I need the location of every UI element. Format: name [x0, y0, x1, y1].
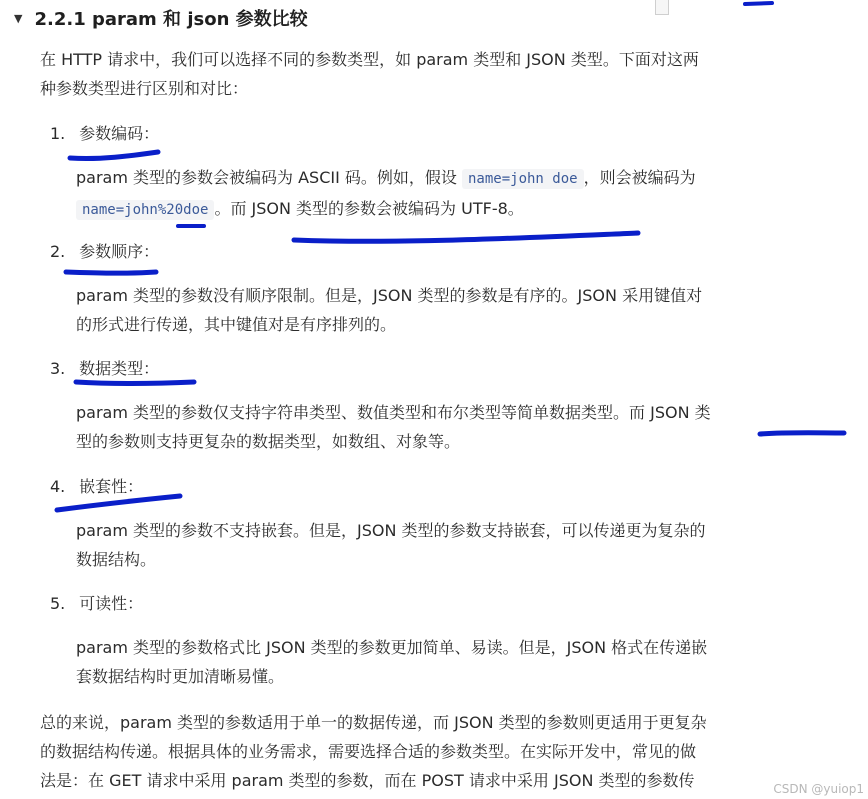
- list-item-encoding-body: [76, 163, 696, 225]
- list-item-order-body: [76, 281, 702, 339]
- body-line: 套数据结构时更加清晰易懂。: [76, 667, 285, 686]
- intro-line-2: 种参数类型进行区别和对比：: [40, 79, 249, 98]
- inline-code: name=john%20doe: [76, 200, 214, 220]
- body-line: param 类型的参数仅支持字符串类型、数值类型和布尔类型等简单数据类型。而 JSON 类: [76, 403, 711, 422]
- list-item-readability-body: [76, 633, 707, 691]
- ink-stroke-top: [745, 3, 772, 4]
- body-line: param 类型的参数不支持嵌套。但是，JSON 类型的参数支持嵌套，可以传递更为复杂的: [76, 521, 706, 540]
- collapse-caret-icon[interactable]: ▼: [14, 11, 23, 25]
- intro-line-1: 在 HTTP 请求中，我们可以选择不同的参数类型，如 param 类型和 JSON 类型。下面对这两: [40, 50, 699, 69]
- body-line: param 类型的参数没有顺序限制。但是，JSON 类型的参数是有序的。JSON 采用键值对: [76, 286, 703, 305]
- section-heading[interactable]: [14, 4, 308, 32]
- list-item-datatype-title: [50, 357, 159, 381]
- body-text: 。而 JSON 类型的参数会被编码为 UTF-8。: [214, 199, 524, 218]
- watermark: CSDN @yuiop1: [773, 782, 864, 796]
- body-text: param 类型的参数会被编码为 ASCII 码。例如，假设: [76, 168, 462, 187]
- body-line: 数据结构。: [76, 550, 157, 569]
- inline-code: name=john doe: [462, 169, 584, 189]
- list-number: 5.: [50, 594, 66, 613]
- body-line: [76, 194, 696, 225]
- body-line: 型的参数则支持更复杂的数据类型，如数组、对象等。: [76, 432, 461, 451]
- list-item-readability-title: [50, 592, 143, 616]
- ink-stroke-encoding: [70, 152, 158, 159]
- summary-line-1: 总的来说，param 类型的参数适用于单一的数据传递，而 JSON 类型的参数则更适用于更复杂: [40, 713, 707, 732]
- body-line: [76, 163, 696, 194]
- body-line: param 类型的参数格式比 JSON 类型的参数更加简单、易读。但是，JSON 格式在传递嵌: [76, 638, 708, 657]
- ink-stroke-utf8: [294, 233, 638, 241]
- ink-stroke-json: [760, 433, 844, 434]
- scroll-handle[interactable]: [655, 0, 669, 15]
- summary-paragraph: [40, 708, 707, 795]
- list-item-title-text: 参数编码：: [79, 124, 160, 143]
- list-item-nesting-body: [76, 516, 706, 574]
- body-text: ，则会被编码为: [583, 168, 696, 187]
- list-item-title-text: 数据类型：: [79, 359, 160, 378]
- summary-line-2: 的数据结构传递。根据具体的业务需求，需要选择合适的参数类型。在实际开发中，常见的做: [40, 742, 697, 761]
- list-item-nesting-title: [50, 475, 143, 499]
- list-item-title-text: 可读性：: [79, 594, 144, 613]
- list-number: 1.: [50, 124, 66, 143]
- body-line: 的形式进行传递，其中键值对是有序排列的。: [76, 315, 397, 334]
- list-item-title-text: 嵌套性：: [79, 477, 144, 496]
- intro-paragraph: [40, 45, 840, 103]
- list-number: 3.: [50, 359, 66, 378]
- list-number: 4.: [50, 477, 66, 496]
- summary-line-3: 法是：在 GET 请求中采用 param 类型的参数，而在 POST 请求中采用 JSON 类型的参数传: [40, 771, 695, 790]
- ink-stroke-order: [66, 272, 156, 273]
- list-item-order-title: [50, 240, 159, 264]
- list-item-encoding-title: [50, 122, 159, 146]
- ink-stroke-datatype: [76, 382, 194, 384]
- list-item-datatype-body: [76, 398, 711, 456]
- list-item-title-text: 参数顺序：: [79, 242, 160, 261]
- section-heading-text: 2.2.1 param 和 json 参数比较: [34, 9, 308, 30]
- list-number: 2.: [50, 242, 66, 261]
